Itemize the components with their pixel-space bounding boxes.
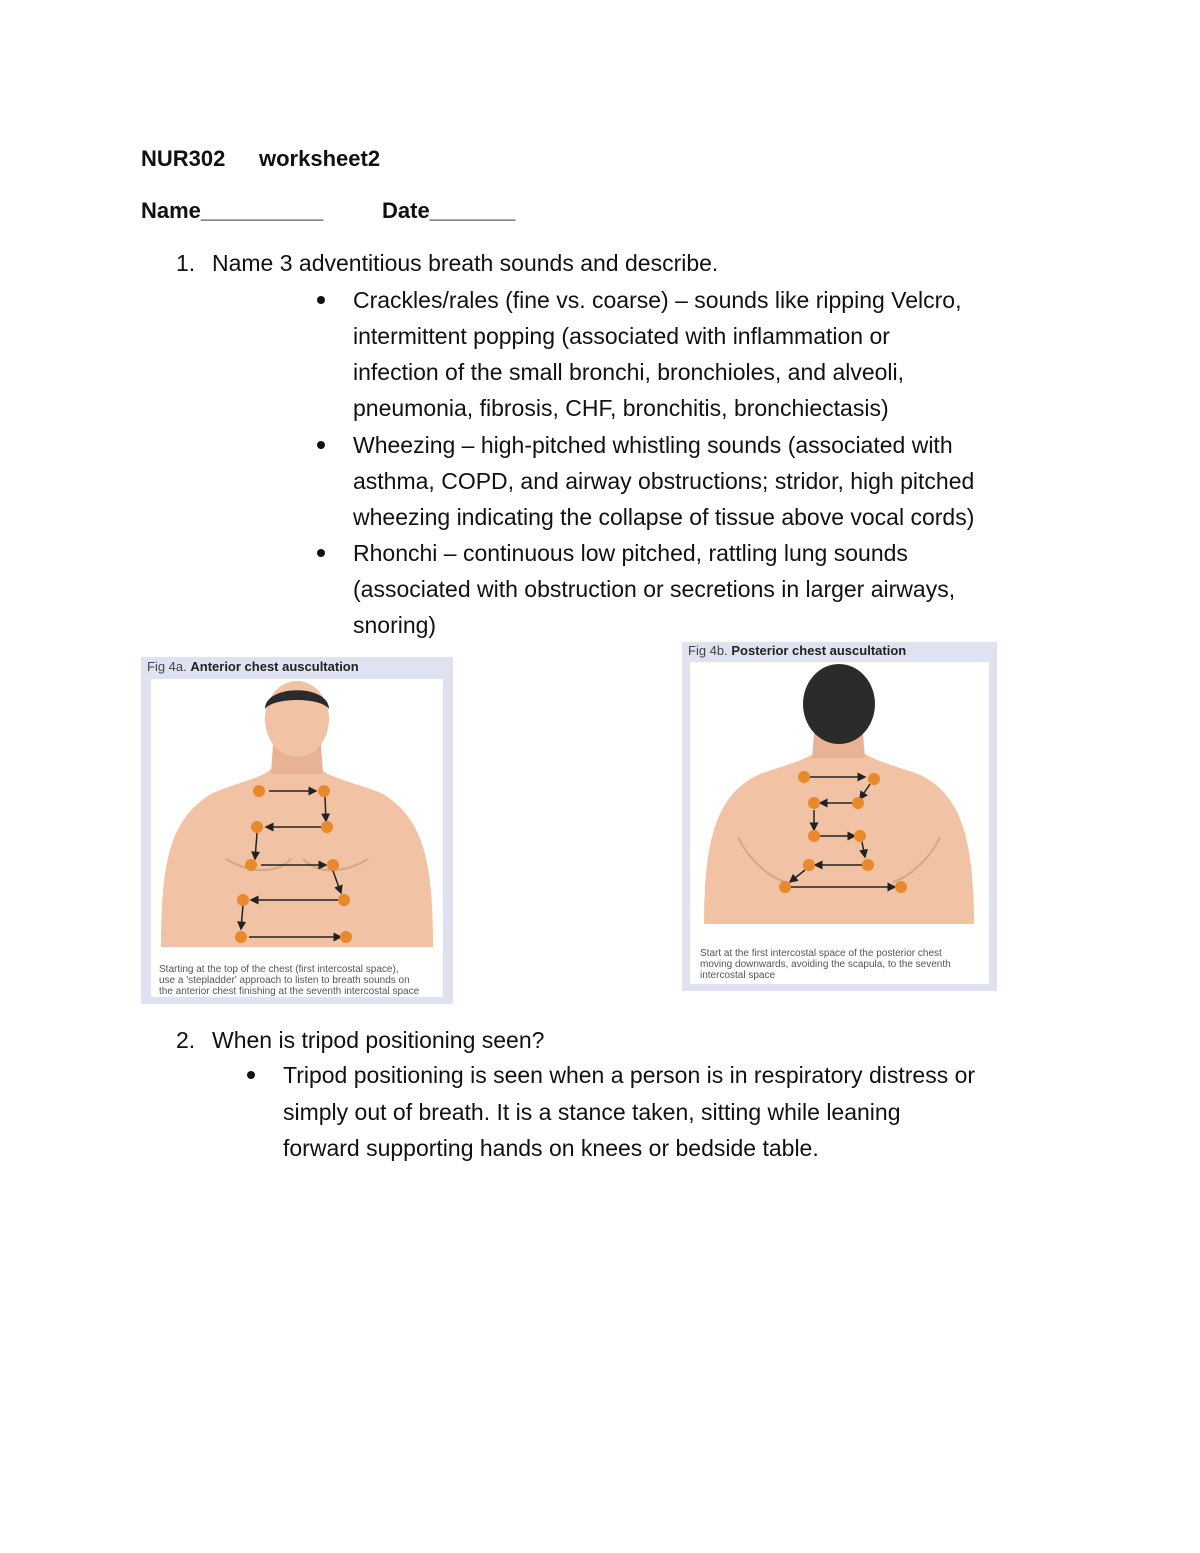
answer-line: infection of the small bronchi, bronchioles, and alveoli, (353, 359, 905, 385)
figure-title: Posterior chest auscultation (731, 643, 907, 658)
answer-line: pneumonia, fibrosis, CHF, bronchitis, bronchiectasis) (353, 395, 889, 421)
answer-line: intermittent popping (associated with inflammation or (353, 323, 890, 349)
answer-line: asthma, COPD, and airway obstructions; stridor, high pitched (353, 468, 975, 494)
figure-anterior-title (147, 659, 359, 674)
answer-line: forward supporting hands on knees or bedside table. (283, 1135, 819, 1161)
anterior-chest-illustration (151, 679, 443, 997)
question-1-text: Name 3 adventitious breath sounds and describe. (212, 250, 719, 276)
figure-posterior-panel (690, 662, 989, 984)
caption-line: the anterior chest finishing at the seventh intercostal space (159, 986, 420, 997)
answer-line: Wheezing – high-pitched whistling sounds (associated with (353, 432, 953, 458)
bullet-icon (247, 1071, 255, 1079)
caption-line: Start at the first intercostal space of the posterior chest (700, 948, 942, 959)
figure-posterior-caption (700, 948, 951, 981)
figure-anterior-chest (141, 657, 453, 1004)
figure-anterior-caption (159, 964, 419, 997)
figure-title: Anterior chest auscultation (190, 659, 359, 674)
back-shape (704, 750, 974, 924)
caption-line: Starting at the top of the chest (first intercostal space), (159, 964, 399, 975)
caption-line: moving downwards, avoiding the scapula, to the seventh (700, 959, 951, 970)
answer-line: Tripod positioning is seen when a person is in respiratory distress or (283, 1062, 976, 1088)
figure-label: Fig 4a. (147, 659, 187, 674)
figure-label: Fig 4b. (688, 643, 728, 658)
answer-line: snoring) (353, 612, 437, 638)
posterior-chest-illustration (690, 662, 989, 984)
name-field: Name__________ (141, 198, 324, 223)
head-shape (803, 664, 875, 744)
answer-line: Rhonchi – continuous low pitched, rattling lung sounds (353, 540, 908, 566)
answer-line: (associated with obstruction or secretions in larger airways, (353, 576, 956, 602)
answer-line: Crackles/rales (fine vs. coarse) – sounds like ripping Velcro, (353, 287, 962, 313)
figure-posterior-chest (682, 642, 997, 991)
answer-line: wheezing indicating the collapse of tissue above vocal cords) (353, 504, 975, 530)
figure-posterior-title (688, 643, 906, 658)
question-1-number: 1. (176, 250, 196, 276)
question-2-text: When is tripod positioning seen? (212, 1027, 545, 1053)
answer-line: simply out of breath. It is a stance taken, sitting while leaning (283, 1099, 901, 1125)
figure-anterior-panel (151, 679, 443, 997)
question-2-number: 2. (176, 1027, 196, 1053)
caption-line: intercostal space (700, 970, 776, 981)
bullet-icon (317, 549, 325, 557)
bullet-icon (317, 441, 325, 449)
date-field: Date_______ (382, 198, 516, 223)
worksheet-title: worksheet2 (259, 146, 381, 171)
torso-shape (161, 769, 433, 947)
course-code: NUR302 (141, 146, 226, 171)
caption-line: use a 'stepladder' approach to listen to breath sounds on (159, 975, 410, 986)
bullet-icon (317, 296, 325, 304)
